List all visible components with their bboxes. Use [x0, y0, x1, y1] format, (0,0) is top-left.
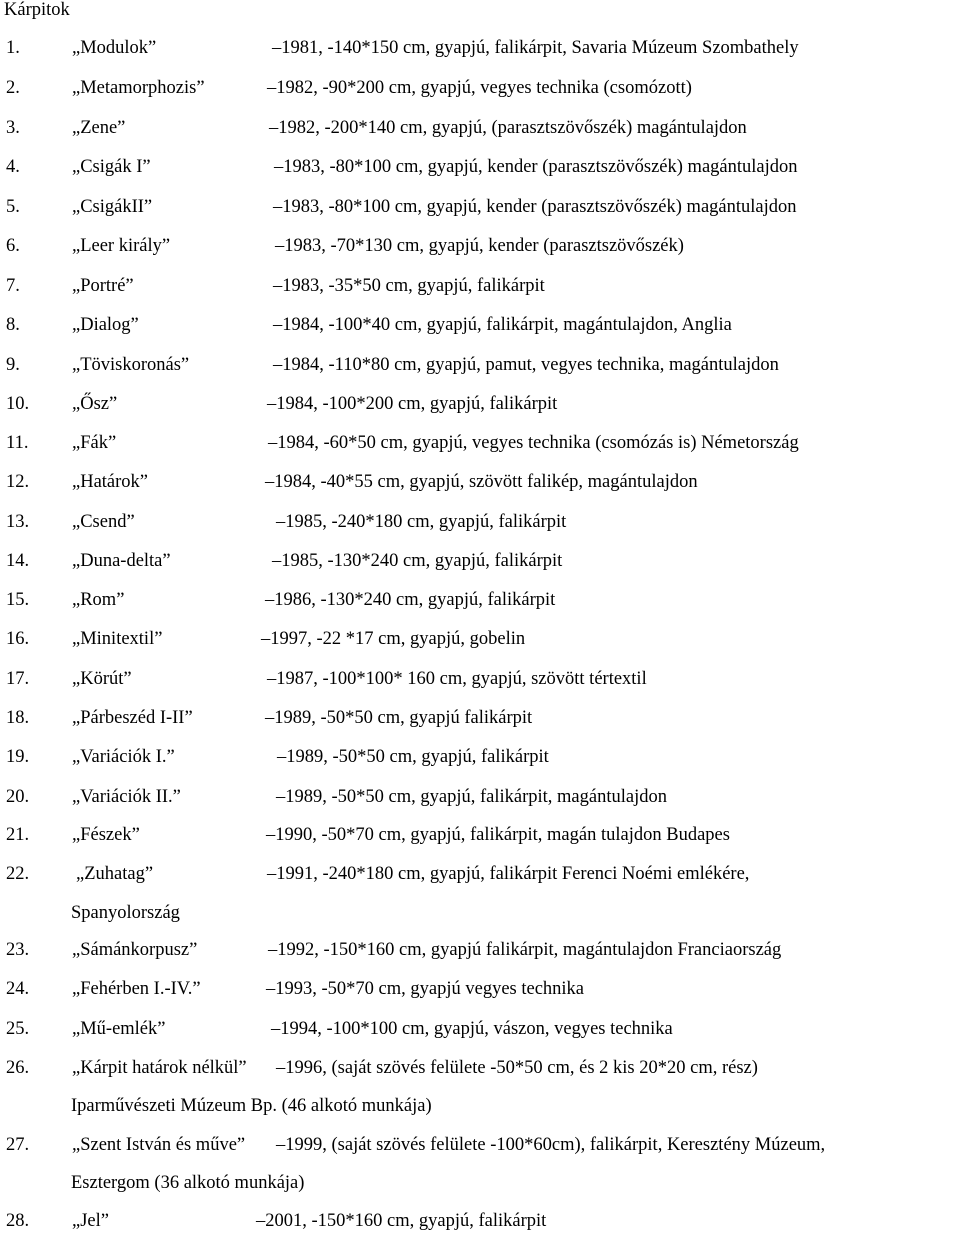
item-detail: –1984, -110*80 cm, gyapjú, pamut, vegyes technika, magántulajdon	[273, 355, 779, 375]
item-number: 7.	[6, 276, 20, 296]
item-title: „Duna-delta”	[72, 551, 171, 571]
list-item	[0, 1209, 960, 1233]
page-heading: Kárpitok	[4, 0, 70, 20]
list-item	[0, 392, 960, 416]
item-detail: –1985, -130*240 cm, gyapjú, falikárpit	[272, 551, 563, 571]
item-detail-continuation: Spanyolország	[71, 903, 180, 923]
item-number: 13.	[6, 512, 30, 532]
item-number: 26.	[6, 1058, 30, 1078]
item-number: 11.	[6, 433, 29, 453]
item-detail: –1992, -150*160 cm, gyapjú falikárpit, magántulajdon Franciaország	[268, 940, 782, 960]
item-number: 24.	[6, 979, 30, 999]
item-title: „Jel”	[72, 1211, 109, 1231]
list-item	[0, 627, 960, 651]
item-detail: –1989, -50*50 cm, gyapjú falikárpit	[265, 708, 533, 728]
item-detail: –1987, -100*100* 160 cm, gyapjú, szövött tértextil	[267, 669, 647, 689]
item-number: 21.	[6, 825, 30, 845]
item-detail: –1991, -240*180 cm, gyapjú, falikárpit Ferenci Noémi emlékére,	[267, 864, 750, 884]
item-detail: –1996, (saját szövés felülete -50*50 cm, és 2 kis 20*20 cm, rész)	[276, 1058, 758, 1078]
item-number: 28.	[6, 1211, 30, 1231]
item-detail: –1984, -60*50 cm, gyapjú, vegyes technika (csomózás is) Németország	[268, 433, 799, 453]
item-title: „Dialog”	[72, 315, 139, 335]
list-item	[0, 785, 960, 809]
item-number: 12.	[6, 472, 30, 492]
item-number: 20.	[6, 787, 30, 807]
item-number: 3.	[6, 118, 20, 138]
item-title: „Portré”	[72, 276, 134, 296]
item-number: 16.	[6, 629, 30, 649]
item-title: „Körút”	[72, 669, 132, 689]
list-item	[0, 353, 960, 377]
item-title: „Sámánkorpusz”	[72, 940, 198, 960]
item-title: „Csend”	[72, 512, 135, 532]
list-item	[0, 823, 960, 847]
item-title: „Metamorphozis”	[72, 78, 205, 98]
list-item	[0, 234, 960, 258]
item-number: 23.	[6, 940, 30, 960]
item-detail: –1990, -50*70 cm, gyapjú, falikárpit, magán tulajdon Budapes	[266, 825, 730, 845]
item-title: „CsigákII”	[72, 197, 153, 217]
list-item	[0, 274, 960, 298]
item-title: „Fák”	[72, 433, 117, 453]
list-item	[0, 1056, 960, 1080]
item-detail: –1997, -22 *17 cm, gyapjú, gobelin	[261, 629, 526, 649]
list-item	[0, 745, 960, 769]
item-title: „Ősz”	[72, 394, 118, 414]
list-item	[0, 938, 960, 962]
item-title: „Fészek”	[72, 825, 140, 845]
item-detail: –1994, -100*100 cm, gyapjú, vászon, vegyes technika	[271, 1019, 673, 1039]
item-detail: –1993, -50*70 cm, gyapjú vegyes technika	[266, 979, 585, 999]
item-detail: –1983, -80*100 cm, gyapjú, kender (parasztszövőszék) magántulajdon	[273, 197, 797, 217]
item-number: 10.	[6, 394, 30, 414]
list-item	[0, 155, 960, 179]
item-detail: –1981, -140*150 cm, gyapjú, falikárpit, Savaria Múzeum Szombathely	[272, 38, 799, 58]
item-detail: –1982, -200*140 cm, gyapjú, (parasztszövőszék) magántulajdon	[269, 118, 747, 138]
item-title: „Párbeszéd I-II”	[72, 708, 193, 728]
item-detail: –1984, -100*40 cm, gyapjú, falikárpit, magántulajdon, Anglia	[273, 315, 732, 335]
list-item	[0, 977, 960, 1001]
item-number: 8.	[6, 315, 20, 335]
item-detail: –1984, -40*55 cm, gyapjú, szövött falikép, magántulajdon	[265, 472, 698, 492]
item-detail: –2001, -150*160 cm, gyapjú, falikárpit	[256, 1211, 547, 1231]
item-title: „Kárpit határok nélkül”	[72, 1058, 247, 1078]
item-detail: –1999, (saját szövés felülete -100*60cm), falikárpit, Keresztény Múzeum,	[276, 1135, 826, 1155]
item-detail-continuation: Iparművészeti Múzeum Bp. (46 alkotó munkája)	[71, 1096, 432, 1116]
item-detail: –1983, -80*100 cm, gyapjú, kender (parasztszövőszék) magántulajdon	[274, 157, 798, 177]
item-title: „Töviskoronás”	[72, 355, 190, 375]
item-title: „Fehérben I.-IV.”	[72, 979, 201, 999]
item-detail: –1985, -240*180 cm, gyapjú, falikárpit	[276, 512, 567, 532]
item-detail: –1984, -100*200 cm, gyapjú, falikárpit	[267, 394, 558, 414]
item-number: 18.	[6, 708, 30, 728]
list-item	[0, 36, 960, 60]
item-number: 22.	[6, 864, 30, 884]
list-item	[0, 470, 960, 494]
item-number: 6.	[6, 236, 20, 256]
list-item	[0, 588, 960, 612]
item-title: „Variációk I.”	[72, 747, 175, 767]
list-item	[0, 510, 960, 534]
list-item	[0, 76, 960, 100]
item-title: „Variációk II.”	[72, 787, 181, 807]
item-detail: –1989, -50*50 cm, gyapjú, falikárpit	[277, 747, 549, 767]
list-item	[0, 706, 960, 730]
list-item	[0, 116, 960, 140]
item-number: 1.	[6, 38, 20, 58]
item-number: 17.	[6, 669, 30, 689]
item-number: 4.	[6, 157, 20, 177]
item-title: „Határok”	[72, 472, 149, 492]
list-item	[0, 667, 960, 691]
item-title: „Rom”	[72, 590, 125, 610]
list-item	[0, 862, 960, 886]
item-detail: –1983, -70*130 cm, gyapjú, kender (parasztszövőszék)	[275, 236, 684, 256]
item-title: „Mű-emlék”	[72, 1019, 166, 1039]
list-item	[0, 549, 960, 573]
item-number: 5.	[6, 197, 20, 217]
list-item	[0, 313, 960, 337]
list-item	[0, 195, 960, 219]
item-title: „Zene”	[72, 118, 126, 138]
item-number: 2.	[6, 78, 20, 98]
item-title: „Minitextil”	[72, 629, 163, 649]
item-detail: –1982, -90*200 cm, gyapjú, vegyes technika (csomózott)	[267, 78, 692, 98]
item-number: 9.	[6, 355, 20, 375]
item-detail-continuation: Esztergom (36 alkotó munkája)	[71, 1173, 305, 1193]
item-title: „Modulok”	[72, 38, 157, 58]
item-title: „Zuhatag”	[76, 864, 154, 884]
list-item	[0, 1133, 960, 1157]
item-number: 14.	[6, 551, 30, 571]
item-number: 25.	[6, 1019, 30, 1039]
item-title: „Csigák I”	[72, 157, 151, 177]
item-number: 27.	[6, 1135, 30, 1155]
item-title: „Szent István és műve”	[72, 1135, 246, 1155]
item-number: 15.	[6, 590, 30, 610]
list-item	[0, 1017, 960, 1041]
list-item	[0, 431, 960, 455]
item-detail: –1989, -50*50 cm, gyapjú, falikárpit, magántulajdon	[276, 787, 667, 807]
item-detail: –1986, -130*240 cm, gyapjú, falikárpit	[265, 590, 556, 610]
item-number: 19.	[6, 747, 30, 767]
item-title: „Leer király”	[72, 236, 171, 256]
item-detail: –1983, -35*50 cm, gyapjú, falikárpit	[273, 276, 545, 296]
